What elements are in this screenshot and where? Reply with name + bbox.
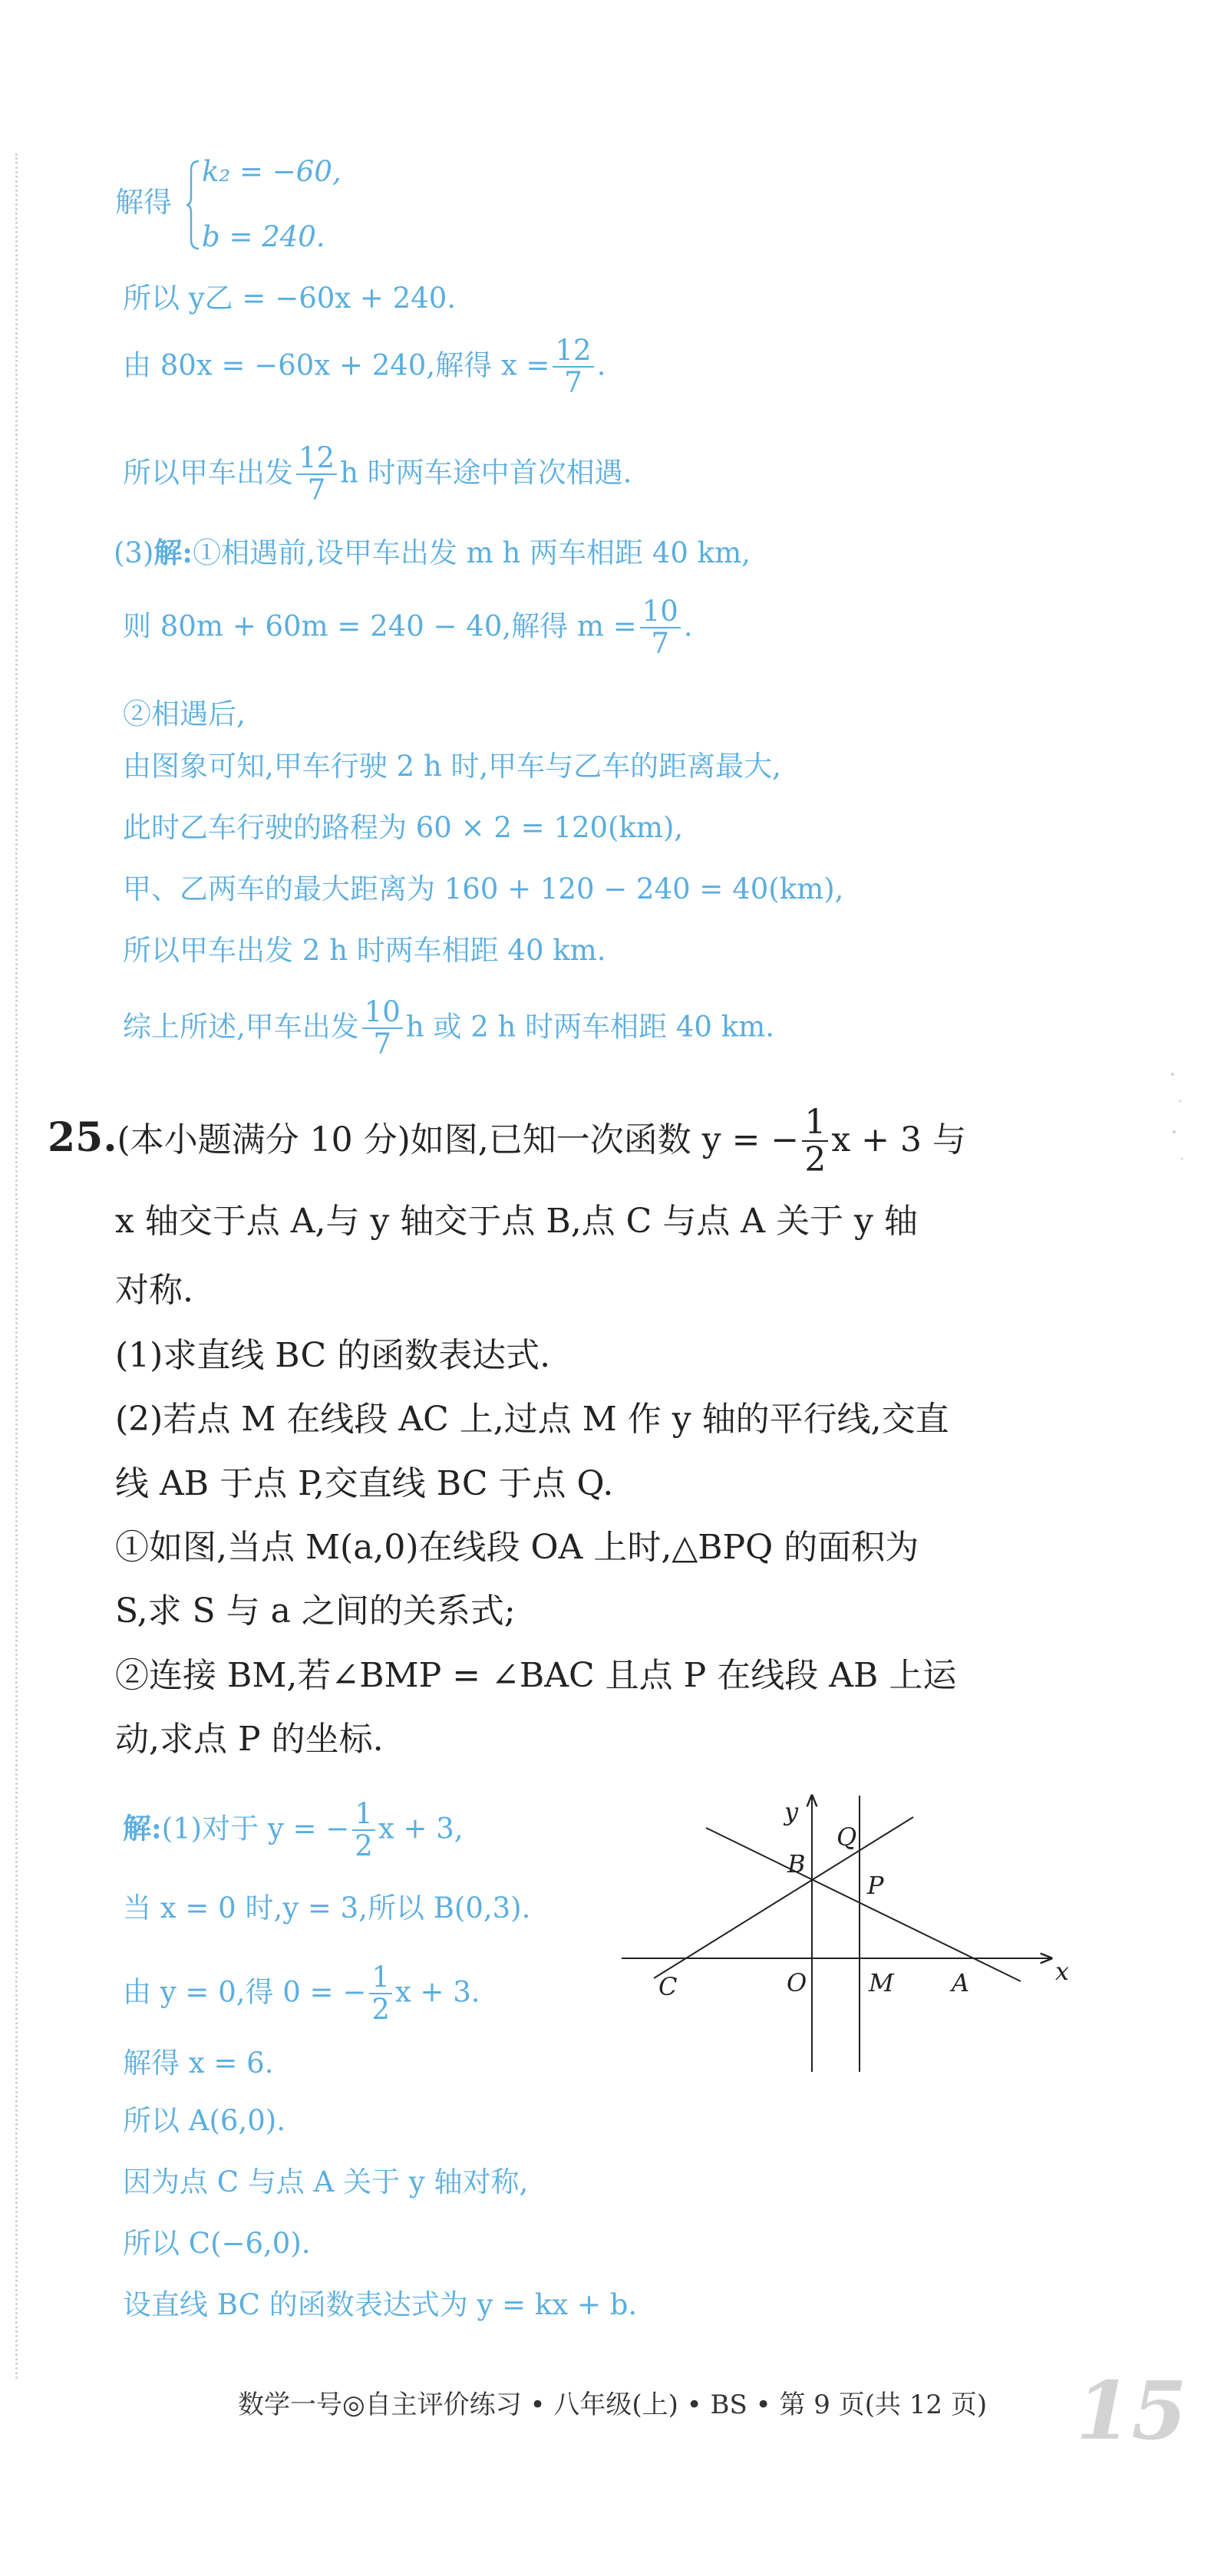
first-meet-suffix: h 时两车途中首次相遇.: [340, 456, 632, 490]
first-meet-text: 所以甲车出发: [123, 456, 293, 490]
answer-3-text: 由 y = 0,得 0 = −: [123, 1975, 367, 2009]
fraction-numerator: 1: [352, 1799, 375, 1831]
solve-x-text: 由 80x = −60x + 240,解得 x =: [123, 348, 550, 382]
part3-line: [114, 536, 751, 569]
fraction-denominator: 7: [373, 1027, 392, 1060]
fraction-12-7: [553, 336, 593, 399]
question-line-3: 对称.: [115, 1271, 193, 1310]
question-25-line-1: [48, 1105, 966, 1179]
question-part-1: (1)求直线 BC 的函数表达式.: [115, 1336, 551, 1375]
solve-label: 解得: [115, 186, 172, 219]
fraction-12-7: [296, 441, 337, 506]
label-y: y: [784, 1797, 799, 1826]
solve-label: 解:: [123, 1811, 162, 1845]
label-m: M: [869, 1968, 894, 1997]
coordinate-diagram: [614, 1773, 1074, 2080]
part3-solve-label: 解:: [153, 536, 193, 569]
question-line-8: S,求 S 与 a 之间的关系式;: [115, 1591, 516, 1631]
question-part-2: (2)若点 M 在线段 AC 上,过点 M 作 y 轴的平行线,交直: [115, 1400, 949, 1439]
answer-1-text: (1)对于 y = −: [161, 1812, 350, 1845]
fraction-denominator: 2: [355, 1829, 373, 1862]
fraction-denominator: 2: [804, 1140, 827, 1180]
fraction-numerator: 1: [369, 1963, 392, 1994]
label-b: B: [787, 1849, 806, 1878]
period: .: [683, 609, 693, 643]
solve-m-line: [123, 597, 693, 660]
answer-1-suffix: x + 3,: [378, 1812, 464, 1845]
scan-specks: [1166, 1059, 1190, 1174]
system-brace: [186, 160, 200, 250]
question-line-1-suffix: x + 3 与: [831, 1120, 966, 1159]
fraction-numerator: 10: [362, 998, 403, 1029]
label-q: Q: [836, 1822, 857, 1852]
solve-m-text: 则 80m + 60m = 240 − 40,解得 m =: [123, 609, 637, 643]
after-meet: ②相遇后,: [123, 698, 246, 731]
fraction-denominator: 7: [651, 626, 670, 660]
graph-observation: 由图象可知,甲车行驶 2 h 时,甲车与乙车的距离最大,: [123, 750, 781, 783]
fraction-denominator: 2: [371, 1992, 390, 2026]
part3-text: ①相遇前,设甲车出发 m h 两车相距 40 km,: [193, 536, 751, 569]
label-c: C: [658, 1972, 678, 2001]
question-sub-2: ②连接 BM,若∠BMP = ∠BAC 且点 P 在线段 AB 上运: [115, 1656, 957, 1695]
distance-line: 此时乙车行驶的路程为 60 × 2 = 120(km),: [123, 811, 684, 844]
summary-text: 综上所述,甲车出发: [123, 1010, 359, 1044]
y2-expression: 所以 y乙 = −60x + 240.: [123, 282, 457, 315]
max-distance-line: 甲、乙两车的最大距离为 160 + 120 − 240 = 40(km),: [123, 872, 844, 905]
fraction-numerator: 10: [640, 597, 681, 628]
part3-label: (3): [114, 536, 154, 569]
label-x: x: [1055, 1957, 1070, 1986]
answer-8: 设直线 BC 的函数表达式为 y = kx + b.: [123, 2288, 638, 2321]
two-hour-line: 所以甲车出发 2 h 时两车相距 40 km.: [123, 934, 606, 967]
fraction-1-2: [369, 1963, 392, 2026]
fraction-numerator: 1: [802, 1105, 828, 1142]
first-meet-line: [123, 441, 632, 506]
system-equation-2: b = 240.: [202, 220, 325, 253]
question-number: 25.: [48, 1113, 117, 1161]
answer-2: 当 x = 0 时,y = 3,所以 B(0,3).: [123, 1892, 531, 1925]
period: .: [596, 348, 606, 382]
label-o: O: [787, 1968, 807, 1997]
margin-dotted-line: [15, 153, 18, 2379]
fraction-numerator: 12: [553, 336, 593, 368]
question-line-2: x 轴交于点 A,与 y 轴交于点 B,点 C 与点 A 关于 y 轴: [115, 1202, 918, 1241]
answer-4: 解得 x = 6.: [123, 2047, 274, 2080]
footer: 数学一号◎自主评价练习 • 八年级(上) • BS • 第 9 页(共 12 页): [238, 2390, 988, 2420]
question-sub-1: ①如图,当点 M(a,0)在线段 OA 上时,△BPQ 的面积为: [115, 1528, 919, 1567]
answer-7: 所以 C(−6,0).: [123, 2227, 311, 2260]
fraction-10-7: [362, 995, 403, 1060]
answer-5: 所以 A(6,0).: [123, 2104, 285, 2137]
answer-3-suffix: x + 3.: [394, 1975, 480, 2009]
answer-1-line: [123, 1799, 464, 1862]
fraction-1-2: [352, 1799, 375, 1862]
summary-line: [123, 995, 774, 1060]
question-line-10: 动,求点 P 的坐标.: [115, 1720, 384, 1759]
answer-3-line: [123, 1963, 480, 2026]
page-number: 15: [1076, 2363, 1187, 2458]
fraction-denominator: 7: [307, 473, 326, 506]
question-line-1-text: (本小题满分 10 分)如图,已知一次函数 y = −: [117, 1120, 800, 1159]
fraction-10-7: [640, 597, 681, 660]
answer-6: 因为点 C 与点 A 关于 y 轴对称,: [123, 2165, 529, 2198]
fraction-1-2: [802, 1105, 828, 1179]
fraction-denominator: 7: [564, 365, 582, 399]
system-equation-1: k₂ = −60,: [202, 155, 342, 188]
label-p: P: [867, 1871, 884, 1900]
question-line-6: 线 AB 于点 P,交直线 BC 于点 Q.: [115, 1464, 614, 1503]
fraction-numerator: 12: [296, 444, 337, 475]
label-a: A: [952, 1968, 970, 1997]
solve-x-line: [123, 336, 606, 399]
summary-suffix: h 或 2 h 时两车相距 40 km.: [405, 1010, 774, 1044]
